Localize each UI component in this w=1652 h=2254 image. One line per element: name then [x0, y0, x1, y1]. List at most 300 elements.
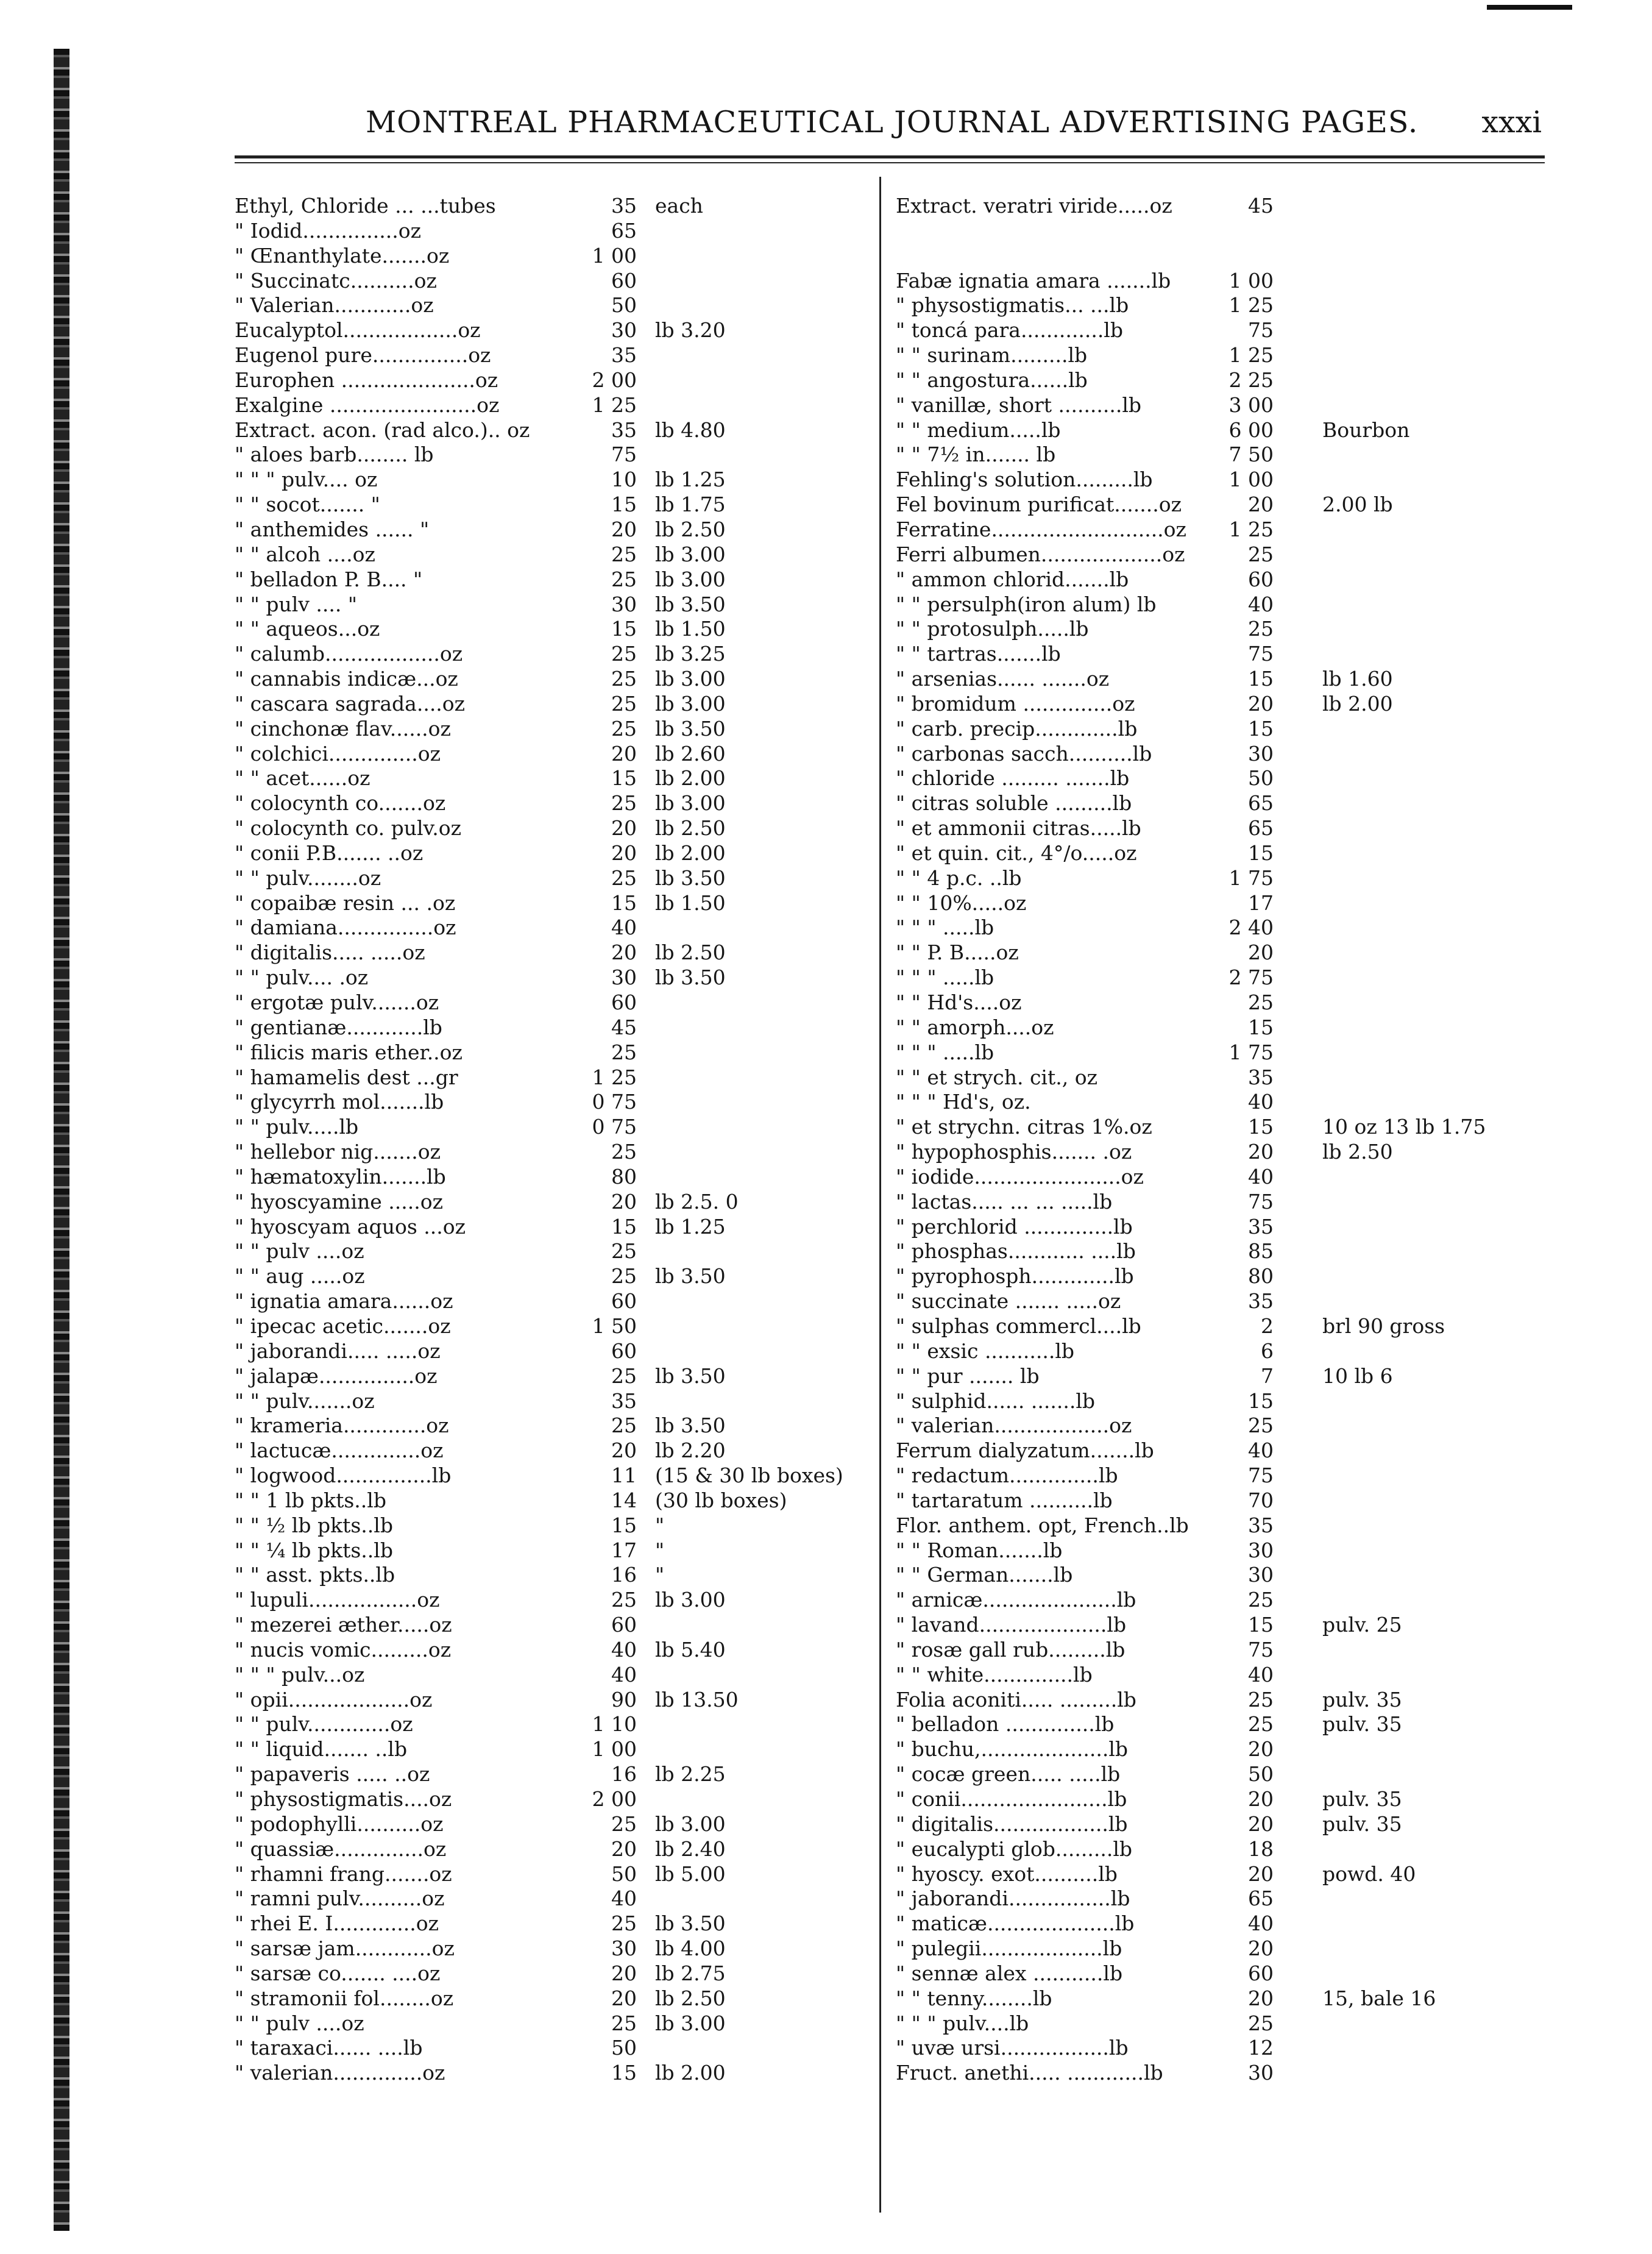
price-list-row	[896, 1663, 1584, 1688]
item-note: lb 2.50	[655, 816, 726, 841]
item-price: 40	[1248, 1662, 1274, 1687]
item-name: " vanillæ, short ..........lb	[896, 393, 1142, 417]
item-note: lb 5.00	[655, 1861, 726, 1886]
price-list-row	[235, 592, 874, 617]
item-price: 40	[1248, 592, 1274, 616]
item-note: lb 13.50	[655, 1687, 739, 1712]
price-list-row	[896, 1389, 1584, 1414]
item-name: " carbonas sacch..........lb	[896, 741, 1152, 766]
item-name: " " " pulv....lb	[896, 2011, 1029, 2035]
price-list-row	[235, 1837, 874, 1862]
price-list-row	[235, 2036, 874, 2061]
price-list-row	[896, 1563, 1584, 1588]
price-list-row	[896, 791, 1584, 816]
item-price: 20	[1248, 1811, 1274, 1836]
item-note: lb 3.50	[655, 1363, 726, 1388]
item-name: " " protosulph.....lb	[896, 617, 1089, 641]
item-price: 60	[1248, 1961, 1274, 1985]
price-list-row	[235, 1613, 874, 1638]
price-list-row	[896, 1015, 1584, 1040]
item-price: 16	[611, 1762, 637, 1786]
price-list-row	[235, 1090, 874, 1115]
price-list-row	[235, 742, 874, 767]
item-name: " " P. B.....oz	[896, 940, 1019, 965]
item-price: 15	[611, 1513, 637, 1537]
item-name: " " Roman.......lb	[896, 1538, 1063, 1562]
price-list-row	[896, 1936, 1584, 1961]
item-name: " " acet......oz	[235, 766, 370, 791]
price-list-row	[235, 1339, 874, 1364]
item-name: Europhen .....................oz	[235, 368, 498, 392]
item-name: " colocynth co.......oz	[235, 791, 446, 816]
item-price: 75	[1248, 1637, 1274, 1662]
price-list-row	[235, 1314, 874, 1339]
item-name: " " tartras.......lb	[896, 642, 1061, 666]
item-note: lb 3.50	[655, 1264, 726, 1289]
item-name: " digitalis..... .....oz	[235, 940, 425, 965]
item-note: powd. 40	[1322, 1861, 1416, 1886]
item-price: 15	[611, 492, 637, 517]
item-price: 30	[611, 592, 637, 616]
item-name: " Valerian............oz	[235, 293, 434, 318]
price-list-row	[896, 1911, 1584, 1936]
item-price: 25	[1248, 2011, 1274, 2035]
price-list-row	[235, 965, 874, 990]
item-name: " et quin. cit., 4°/o.....oz	[896, 841, 1137, 865]
price-list-row	[235, 567, 874, 592]
price-list-row	[896, 418, 1584, 443]
price-list-row	[896, 1040, 1584, 1065]
price-list-row	[896, 1239, 1584, 1264]
item-name: " toncá para.............lb	[896, 318, 1123, 343]
item-price: 1 75	[1228, 1040, 1274, 1064]
item-name: " pulegii...................lb	[896, 1936, 1122, 1961]
item-name: " cascara sagrada....oz	[235, 691, 466, 716]
item-name: " sulphid...... .......lb	[896, 1388, 1096, 1413]
price-list-row	[235, 1413, 874, 1438]
item-price: 25	[611, 1588, 637, 1612]
item-name: " conii P.B....... ..oz	[235, 841, 424, 865]
item-price: 25	[611, 2011, 637, 2035]
item-name: " " white..............lb	[896, 1662, 1093, 1687]
item-price: 1 25	[592, 1065, 637, 1089]
item-name: " " surinam.........lb	[896, 343, 1088, 368]
price-list-row	[896, 1886, 1584, 1911]
price-list-row	[896, 1688, 1584, 1713]
item-note: 15, bale 16	[1322, 1986, 1436, 2010]
item-price: 40	[1248, 1090, 1274, 1114]
item-price: 25	[611, 1413, 637, 1438]
price-list-row	[896, 841, 1584, 866]
item-note: lb 3.50	[655, 866, 726, 890]
item-name: " uvæ ursi.................lb	[896, 2036, 1129, 2060]
price-list-row	[235, 1936, 874, 1961]
item-name: Folia aconiti..... .........lb	[896, 1687, 1136, 1712]
item-price: 25	[1248, 1413, 1274, 1438]
item-name: " " exsic ...........lb	[896, 1339, 1075, 1363]
item-name: " ignatia amara......oz	[235, 1289, 453, 1314]
item-name: " " aug .....oz	[235, 1264, 365, 1289]
item-note: lb 2.50	[655, 940, 726, 965]
item-price: 20	[1248, 1986, 1274, 2010]
item-name: " " pulv ....oz	[235, 2011, 364, 2035]
price-list-row	[235, 1986, 874, 2011]
item-name: " citras soluble .........lb	[896, 791, 1132, 816]
item-price: 40	[1248, 1164, 1274, 1189]
item-name: " lactas..... ... ... .....lb	[896, 1189, 1113, 1214]
item-name: " " persulph(iron alum) lb	[896, 592, 1157, 616]
item-note: lb 2.25	[655, 1762, 726, 1786]
item-price: 20	[611, 816, 637, 841]
item-name: " et ammonii citras.....lb	[896, 816, 1141, 841]
price-list-row	[896, 1314, 1584, 1339]
item-price: 65	[1248, 1886, 1274, 1911]
price-list-row	[235, 1289, 874, 1314]
item-note: lb 3.00	[655, 667, 726, 691]
price-list-row	[896, 269, 1584, 294]
price-list-row	[235, 1264, 874, 1289]
item-name: " logwood...............lb	[235, 1463, 452, 1488]
item-note: lb 2.40	[655, 1836, 726, 1861]
item-price: 45	[611, 1015, 637, 1039]
item-name: " conii.......................lb	[896, 1787, 1127, 1811]
item-name: " nucis vomic.........oz	[235, 1637, 452, 1662]
item-name: " " pulv.............oz	[235, 1712, 413, 1737]
item-price: 30	[1248, 2061, 1274, 2085]
item-name: " hyoscyam aquos ...oz	[235, 1214, 466, 1239]
item-price: 40	[611, 1662, 637, 1687]
item-note: pulv. 25	[1322, 1613, 1402, 1637]
price-list-row	[235, 418, 874, 443]
price-list-row	[896, 492, 1584, 517]
item-price: 30	[1248, 741, 1274, 766]
item-price: 75	[611, 443, 637, 467]
item-note: "	[655, 1563, 665, 1587]
item-price: 20	[611, 1986, 637, 2010]
price-list-row	[896, 194, 1584, 219]
price-list-row	[235, 1688, 874, 1713]
item-note: lb 2.00	[1322, 691, 1393, 716]
item-price: 45	[1248, 194, 1274, 218]
price-list-row	[896, 1538, 1584, 1563]
item-name: " et strychn. citras 1%.oz	[896, 1115, 1152, 1139]
item-name: " pyrophosph.............lb	[896, 1264, 1134, 1289]
price-list-row	[896, 1190, 1584, 1215]
item-name: " Œnanthylate.......oz	[235, 243, 450, 268]
item-price: 25	[611, 866, 637, 890]
item-name: " " et strych. cit., oz	[896, 1065, 1097, 1089]
item-name: " colchici..............oz	[235, 741, 441, 766]
item-price: 10	[611, 468, 637, 492]
item-name: " " liquid....... ..lb	[235, 1737, 408, 1762]
item-price: 14	[611, 1488, 637, 1512]
item-note: each	[655, 194, 703, 218]
price-list-row	[235, 343, 874, 368]
item-name: " " " .....lb	[896, 1040, 994, 1064]
item-note: pulv. 35	[1322, 1811, 1402, 1836]
item-name: Ferratine...........................oz	[896, 517, 1186, 541]
item-price: 1 00	[592, 1737, 637, 1762]
item-price: 20	[1248, 492, 1274, 517]
item-price: 35	[1248, 1289, 1274, 1314]
price-list-row	[235, 2061, 874, 2086]
item-price: 25	[1248, 1687, 1274, 1712]
item-name: " gentianæ............lb	[235, 1015, 442, 1039]
item-name: " hyoscyamine .....oz	[235, 1189, 443, 1214]
price-list-row	[896, 592, 1584, 617]
item-note: lb 1.60	[1322, 667, 1393, 691]
item-name: " tartaratum ..........lb	[896, 1488, 1113, 1512]
page-title: MONTREAL PHARMACEUTICAL JOURNAL ADVERTISING PAGES.	[366, 105, 1419, 140]
item-name: Ferrum dialyzatum.......lb	[896, 1438, 1154, 1463]
item-note: lb 3.20	[655, 318, 726, 343]
item-name: Fehling's solution.........lb	[896, 468, 1153, 492]
item-name: " phosphas............ ....lb	[896, 1239, 1136, 1264]
price-list-row	[235, 816, 874, 841]
price-list-row	[896, 2036, 1584, 2061]
item-name: Fabæ ignatia amara .......lb	[896, 268, 1171, 293]
price-list-row	[235, 1040, 874, 1065]
item-name: Ethyl, Chloride ... ...tubes	[235, 194, 496, 218]
item-name: " bromidum ..............oz	[896, 691, 1135, 716]
price-list-row	[235, 443, 874, 468]
item-price: 25	[611, 1363, 637, 1388]
item-price: 17	[611, 1538, 637, 1562]
item-price: 20	[1248, 1936, 1274, 1961]
price-list-row	[896, 1413, 1584, 1438]
item-note: lb 3.00	[655, 542, 726, 566]
item-name: " ergotæ pulv.......oz	[235, 990, 439, 1014]
price-list-row	[896, 1065, 1584, 1090]
item-price: 25	[611, 542, 637, 566]
price-list-row	[235, 194, 874, 219]
item-price: 25	[1248, 542, 1274, 566]
item-note: lb 3.00	[655, 567, 726, 591]
price-list-row	[896, 343, 1584, 368]
item-price: 15	[1248, 1613, 1274, 1637]
item-price: 25	[611, 1239, 637, 1264]
item-name: " chloride ......... .......lb	[896, 766, 1130, 791]
item-name: " rhei E. I.............oz	[235, 1911, 439, 1936]
item-name: " physostigmatis... ...lb	[896, 293, 1129, 318]
price-list-row	[896, 517, 1584, 542]
item-name: " cinchonæ flav......oz	[235, 716, 451, 741]
item-note: lb 4.00	[655, 1936, 726, 1961]
item-price: 15	[611, 2061, 637, 2085]
item-price: 25	[611, 1911, 637, 1936]
item-name: " " pulv ....oz	[235, 1239, 364, 1264]
item-note: lb 2.50	[655, 517, 726, 541]
item-note: lb 3.00	[655, 2011, 726, 2035]
item-name: " cocæ green..... .....lb	[896, 1762, 1121, 1786]
item-price: 75	[1248, 318, 1274, 343]
item-name: " eucalypti glob.........lb	[896, 1836, 1132, 1861]
item-name: " " angostura......lb	[896, 368, 1088, 392]
price-list-row	[896, 542, 1584, 567]
item-note: lb 1.25	[655, 1214, 726, 1239]
item-name: " hæmatoxylin.......lb	[235, 1164, 446, 1189]
item-note: 10 oz 13 lb 1.75	[1322, 1115, 1486, 1139]
item-price: 1 25	[592, 393, 637, 417]
item-note: lb 3.00	[655, 691, 726, 716]
price-list-row	[896, 1513, 1584, 1538]
item-name: " lactucæ..............oz	[235, 1438, 444, 1463]
item-name: " filicis maris ether..oz	[235, 1040, 463, 1064]
item-name: Fruct. anethi..... ............lb	[896, 2061, 1163, 2085]
item-name: " sulphas commercl....lb	[896, 1314, 1141, 1338]
item-price: 15	[1248, 716, 1274, 741]
item-name: " " ¼ lb pkts..lb	[235, 1538, 393, 1562]
item-price: 15	[1248, 667, 1274, 691]
item-price: 18	[1248, 1836, 1274, 1861]
price-list-row	[896, 1986, 1584, 2011]
price-list-row	[896, 368, 1584, 393]
price-list-row	[235, 791, 874, 816]
item-name: " hyoscy. exot..........lb	[896, 1861, 1118, 1886]
price-list-row	[235, 1911, 874, 1936]
item-price: 15	[1248, 1115, 1274, 1139]
item-price: 0 75	[592, 1115, 637, 1139]
item-price: 65	[1248, 791, 1274, 816]
item-price: 70	[1248, 1488, 1274, 1512]
price-list-row	[235, 1563, 874, 1588]
right-price-column	[896, 194, 1584, 2086]
item-name: " physostigmatis....oz	[235, 1787, 452, 1811]
item-note: lb 3.25	[655, 642, 726, 666]
item-price: 40	[611, 915, 637, 940]
column-divider	[879, 177, 881, 2213]
price-list-row	[235, 269, 874, 294]
item-price: 65	[611, 218, 637, 243]
price-list-row	[235, 1812, 874, 1837]
item-name: " taraxaci...... ....lb	[235, 2036, 423, 2060]
price-list-row	[235, 766, 874, 791]
price-list-row	[235, 866, 874, 891]
item-note: lb 2.00	[655, 2061, 726, 2085]
item-name: " valerian..............oz	[235, 2061, 445, 2085]
item-price: 35	[1248, 1065, 1274, 1089]
price-list-row	[235, 1961, 874, 1986]
item-price: 11	[611, 1463, 637, 1488]
price-list-row	[235, 318, 874, 343]
item-note: pulv. 35	[1322, 1712, 1402, 1737]
price-list-row	[235, 393, 874, 418]
item-price: 25	[611, 1040, 637, 1064]
item-note: lb 1.75	[655, 492, 726, 517]
item-name: " quassiæ..............oz	[235, 1836, 447, 1861]
item-name: " jaborandi..... .....oz	[235, 1339, 441, 1363]
item-name: " " " pulv...oz	[235, 1662, 365, 1687]
header-rule	[235, 155, 1545, 158]
item-note: lb 2.50	[655, 1986, 726, 2010]
item-name: " " asst. pkts..lb	[235, 1563, 395, 1587]
item-name: " " tenny........lb	[896, 1986, 1052, 2010]
item-price: 1 00	[1228, 468, 1274, 492]
item-name: " " pur ....... lb	[896, 1363, 1040, 1388]
price-list-row	[896, 1787, 1584, 1812]
item-price: 30	[611, 318, 637, 343]
price-list-row	[235, 517, 874, 542]
price-list-row	[235, 368, 874, 393]
item-price: 2 75	[1228, 965, 1274, 990]
item-price: 15	[1248, 841, 1274, 865]
item-name: " " pulv........oz	[235, 866, 381, 890]
price-list-row	[896, 1837, 1584, 1862]
item-name: " belladon P. B.... "	[235, 567, 423, 591]
item-note: 2.00 lb	[1322, 492, 1393, 517]
price-list-row	[896, 1140, 1584, 1165]
price-list-row	[235, 1015, 874, 1040]
price-list-row	[896, 667, 1584, 692]
item-name: " Succinatc..........oz	[235, 268, 437, 293]
price-list-row	[896, 915, 1584, 940]
item-price: 0 75	[592, 1090, 637, 1114]
item-price: 2	[1261, 1314, 1274, 1338]
price-list-row	[235, 1638, 874, 1663]
item-name: Eugenol pure...............oz	[235, 343, 491, 368]
price-list-row	[896, 1364, 1584, 1389]
item-name: " " " Hd's, oz.	[896, 1090, 1031, 1114]
item-name: " " socot....... "	[235, 492, 380, 517]
price-list-row	[896, 1961, 1584, 1986]
item-price: 15	[611, 891, 637, 915]
item-price: 1 25	[1228, 343, 1274, 368]
item-name: " rosæ gall rub.........lb	[896, 1637, 1126, 1662]
page-number: xxxi	[1481, 105, 1542, 140]
item-note: lb 3.50	[655, 1413, 726, 1438]
item-price: 20	[611, 1438, 637, 1463]
price-list-row	[235, 1762, 874, 1787]
price-list-row	[896, 1588, 1584, 1613]
item-name: Flor. anthem. opt, French..lb	[896, 1513, 1189, 1537]
price-list-row	[235, 1389, 874, 1414]
price-list-row	[896, 1215, 1584, 1240]
item-price: 20	[611, 1836, 637, 1861]
item-name: " Iodid...............oz	[235, 218, 421, 243]
item-price: 20	[611, 1189, 637, 1214]
item-name: " " medium.....lb	[896, 418, 1061, 442]
price-list-row	[235, 1787, 874, 1812]
price-list-row	[896, 1737, 1584, 1762]
price-list-row	[896, 717, 1584, 742]
item-price: 75	[1248, 1463, 1274, 1488]
item-price: 15	[1248, 1015, 1274, 1039]
price-list-row	[235, 293, 874, 318]
item-name: " " 10%.....oz	[896, 891, 1027, 915]
item-price: 20	[611, 517, 637, 541]
item-name: " perchlorid ..............lb	[896, 1214, 1133, 1239]
price-list-row	[235, 542, 874, 567]
item-note: Bourbon	[1322, 418, 1410, 442]
price-list-row	[235, 915, 874, 940]
item-name: " calumb..................oz	[235, 642, 463, 666]
item-price: 6 00	[1228, 418, 1274, 442]
price-list-row	[235, 219, 874, 244]
price-list-row	[235, 2011, 874, 2036]
item-name: " " 1 lb pkts..lb	[235, 1488, 386, 1512]
item-price: 7 50	[1228, 443, 1274, 467]
item-price: 30	[611, 1936, 637, 1961]
item-price: 35	[611, 1388, 637, 1413]
item-price: 75	[1248, 1189, 1274, 1214]
item-price: 20	[1248, 940, 1274, 965]
item-price: 65	[1248, 816, 1274, 841]
item-price: 30	[611, 965, 637, 990]
price-list-row	[235, 667, 874, 692]
item-note: lb 2.20	[655, 1438, 726, 1463]
price-list-row	[235, 1065, 874, 1090]
binding-edge	[54, 49, 69, 2231]
